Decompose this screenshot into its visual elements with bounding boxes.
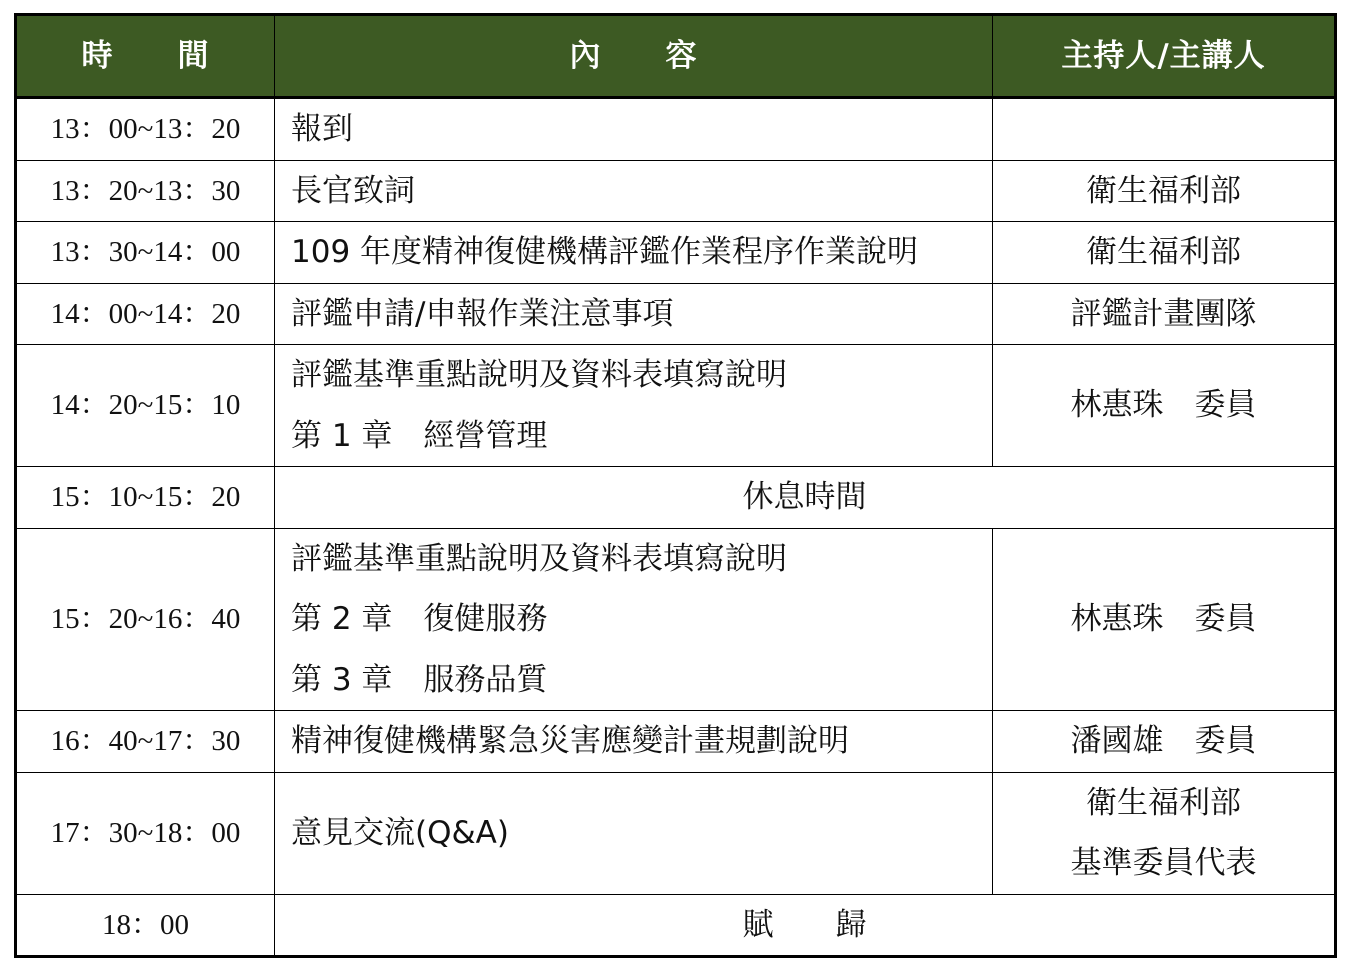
content-line: 精神復健機構緊急災害應變計畫規劃說明 [291,723,849,759]
content-line: 第 2 章 復健服務 [291,601,548,637]
time-cell: 13：00~13：20 [16,98,275,161]
break-cell [275,467,1336,529]
agenda-row [16,711,1336,773]
agenda-header [16,15,1336,98]
closing-cell [275,894,1336,957]
content-cell [275,98,993,161]
time-cell: 15：20~16：40 [16,528,275,711]
content-line: 第 1 章 經營管理 [291,417,548,454]
content-line: 評鑑基準重點說明及資料表填寫說明 [291,357,787,393]
host-line: 林惠珠 委員 [1070,601,1257,637]
agenda-row [16,98,1336,161]
content-line: 長官致詞 [291,172,415,209]
time-cell: 14：20~15：10 [16,345,275,467]
agenda-body [16,98,1336,957]
time-cell: 18：00 [16,894,275,957]
content-line: 意見交流(Q&A) [291,814,509,851]
host-line: 潘國雄 委員 [1070,723,1257,759]
host-line: 衛生福利部 [1086,234,1241,270]
host-cell [993,345,1336,467]
host-line: 衛生福利部 [1086,784,1241,821]
host-cell [993,98,1336,161]
content-cell [275,711,993,773]
time-cell: 14：00~14：20 [16,283,275,345]
header-time: 時 間 [16,15,275,98]
host-line: 評鑑計畫團隊 [1070,295,1257,332]
content-line: 報到 [291,111,353,147]
time-cell: 13：20~13：30 [16,160,275,222]
agenda-row [16,222,1336,284]
host-line: 林惠珠 委員 [1070,387,1257,424]
host-cell [993,772,1336,894]
time-cell: 15：10~15：20 [16,467,275,529]
content-line: 評鑑申請/申報作業注意事項 [291,295,674,332]
content-cell [275,772,993,894]
header-content: 內 容 [275,15,993,98]
host-cell [993,160,1336,222]
host-line: 衛生福利部 [1086,172,1241,209]
time-cell: 13：30~14：00 [16,222,275,284]
host-cell [993,222,1336,284]
content-cell [275,222,993,284]
content-cell [275,160,993,222]
content-line: 109 年度精神復健機構評鑑作業程序作業說明 [291,234,919,270]
content-line: 休息時間 [742,479,867,515]
agenda-row [16,467,1336,529]
agenda-row [16,772,1336,894]
header-row [16,15,1336,98]
host-cell [993,283,1336,345]
content-line: 第 3 章 服務品質 [291,661,548,698]
host-cell [993,711,1336,773]
agenda-row [16,283,1336,345]
agenda-row [16,160,1336,222]
content-line: 評鑑基準重點說明及資料表填寫說明 [291,540,787,577]
time-cell: 17：30~18：00 [16,772,275,894]
content-cell [275,283,993,345]
time-cell: 16：40~17：30 [16,711,275,773]
header-host: 主持人/主講人 [993,15,1336,98]
content-cell [275,345,993,467]
agenda-row [16,528,1336,711]
host-cell [993,528,1336,711]
content-cell [275,528,993,711]
agenda-row [16,894,1336,957]
content-line: 賦 歸 [742,906,867,943]
agenda-row [16,345,1336,467]
agenda-table [14,13,1337,958]
host-line: 基準委員代表 [1070,845,1257,881]
